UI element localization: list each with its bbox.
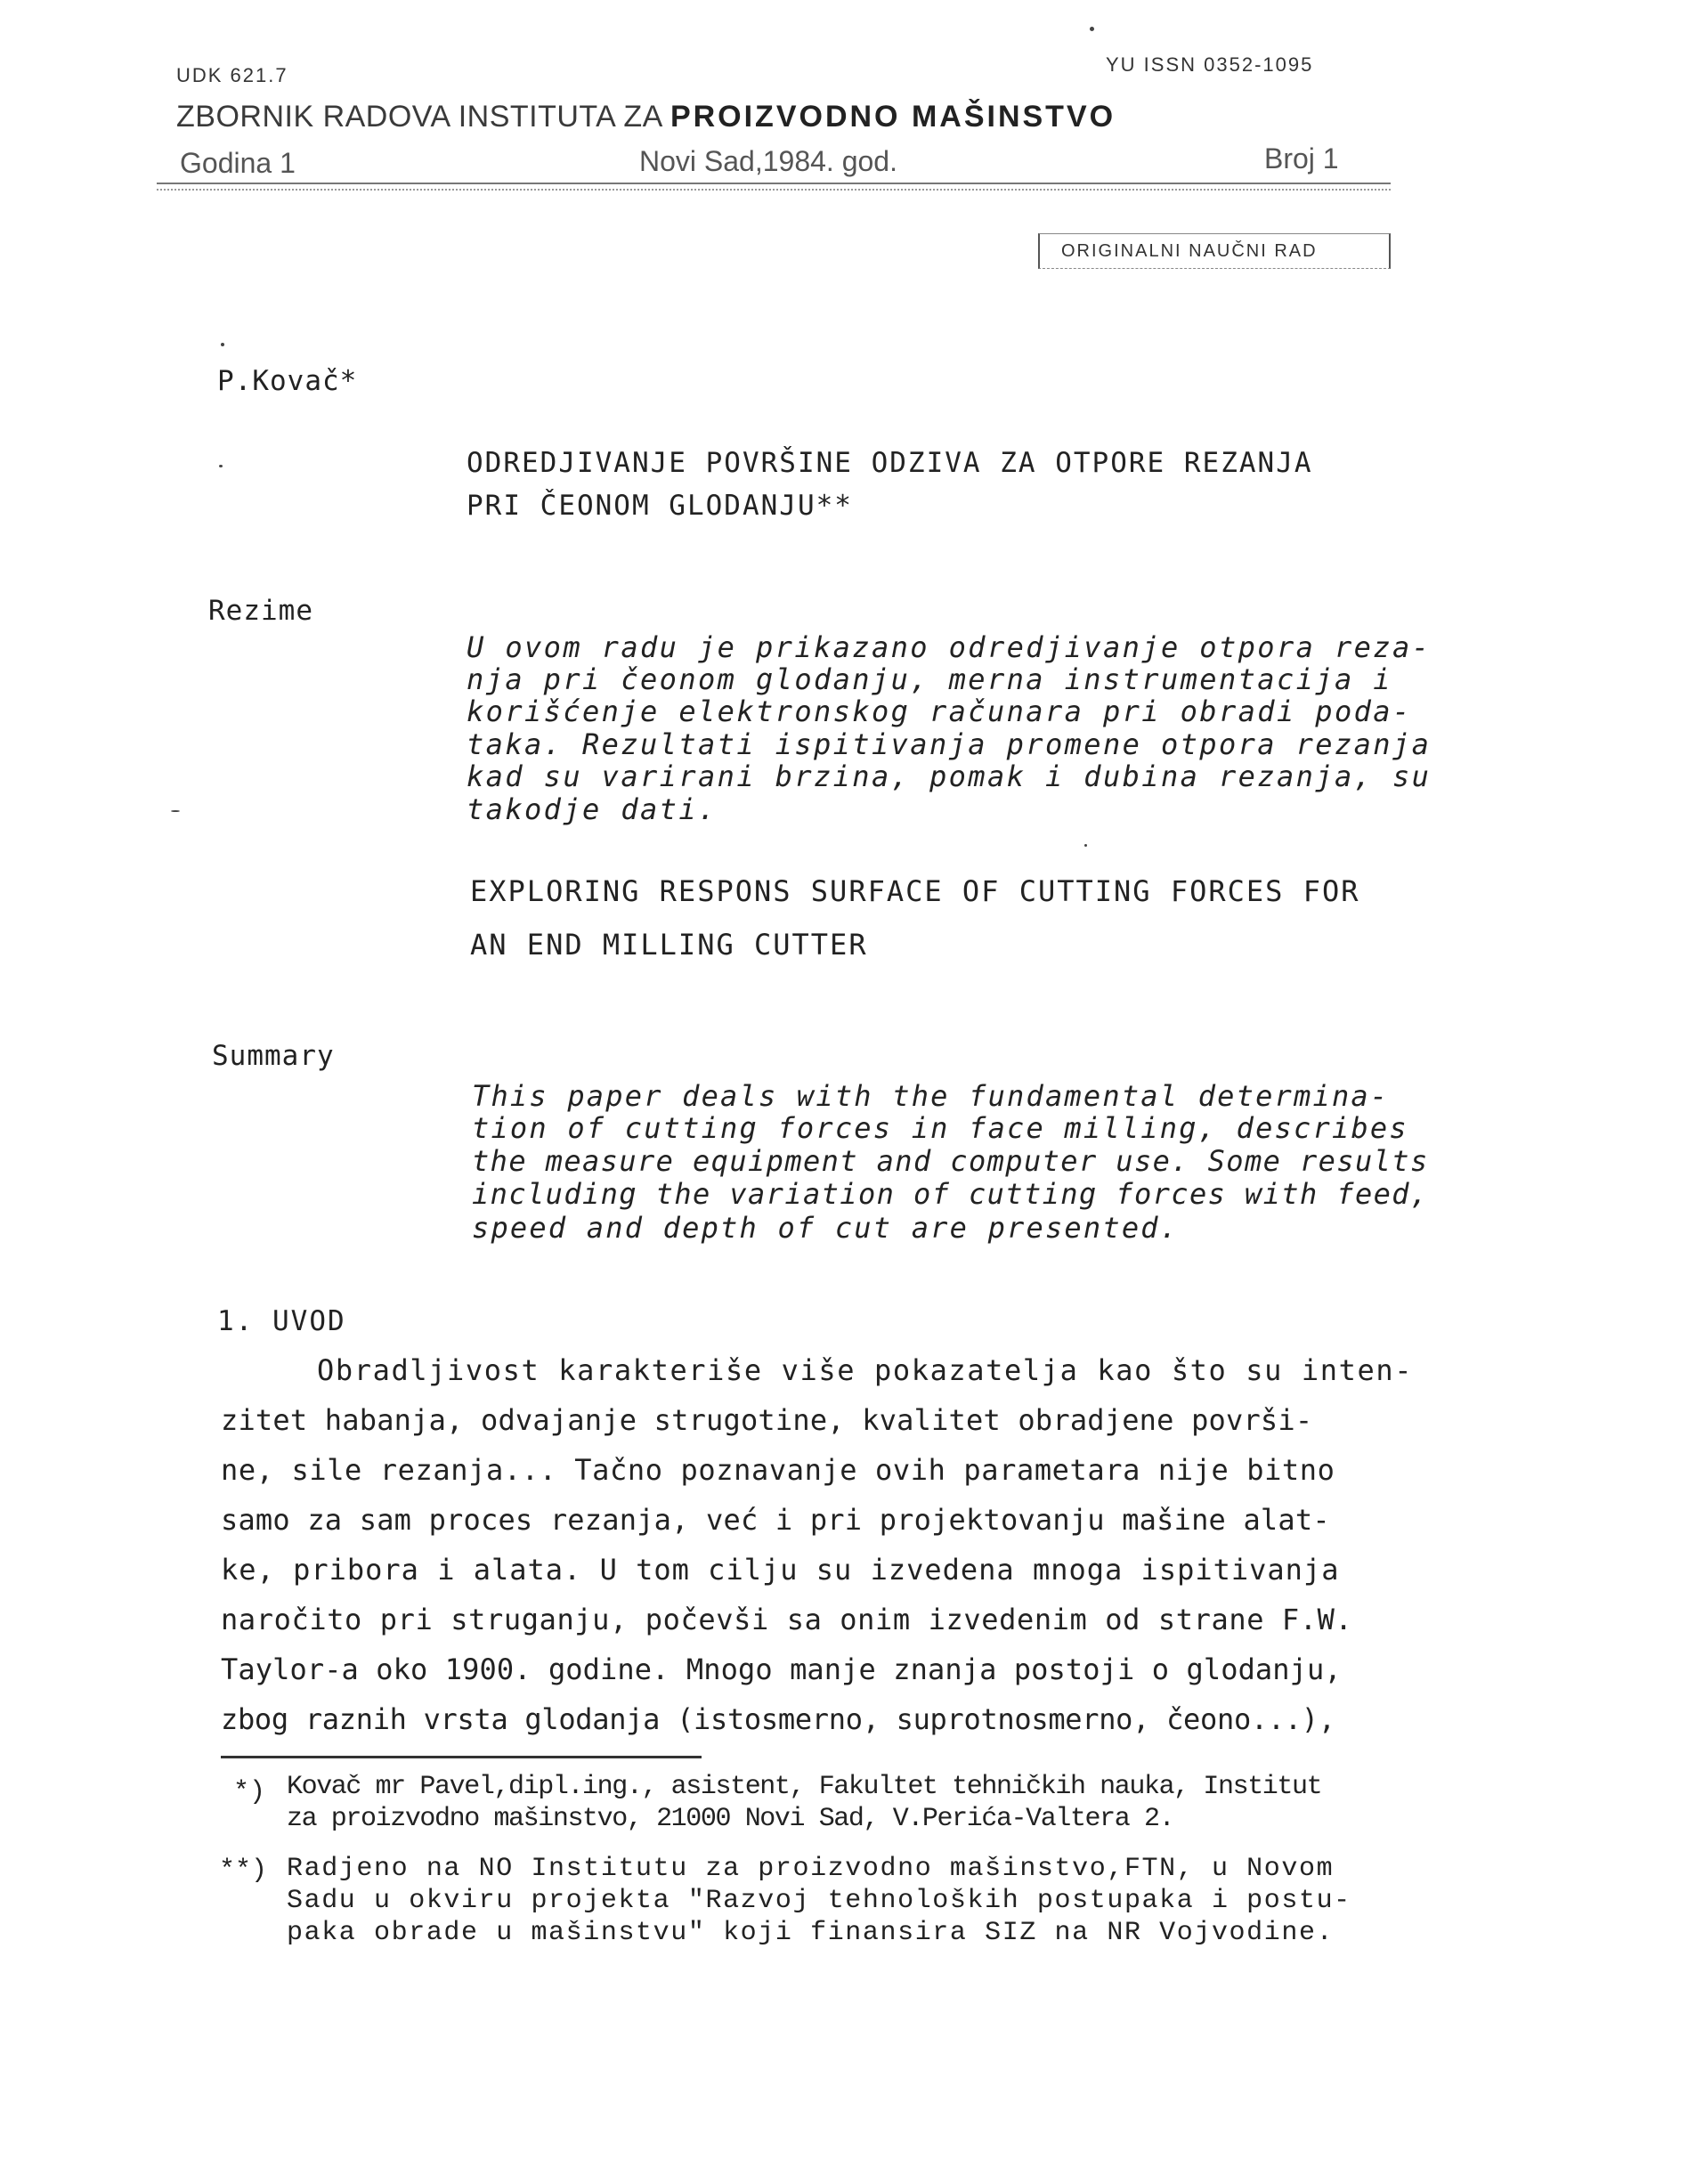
rezime-line: U ovom radu je prikazano odredjivanje otpora reza- [467,630,1432,664]
journal-year: Godina 1 [180,147,296,179]
rezime-line: taka. Rezultati ispitivanja promene otpora rezanja [467,727,1432,761]
udk-code: UDK 621.7 [176,64,288,86]
speck [1090,27,1094,31]
journal-title-regular: ZBORNIK RADOVA INSTITUTA ZA [176,100,661,134]
body-line: naročito pri struganju, počevši sa onim izvedenim od strane F.W. [221,1603,1353,1636]
summary-line: This paper deals with the fundamental determina- [472,1079,1390,1113]
summary-line: the measure equipment and computer use. Some results [472,1144,1429,1178]
rezime-line: nja pri čeonom glodanju, merna instrumentacija i [467,662,1392,696]
author: P.Kovač* [217,365,358,397]
article-type-box [1038,233,1391,269]
english-title-line1: EXPLORING RESPONS SURFACE OF CUTTING FORCES FOR [470,874,1360,908]
rezime-line: kad su varirani brzina, pomak i dubina rezanja, su [467,759,1432,793]
footnote-line: za proizvodno mašinstvo, 21000 Novi Sad, V.Perića-Valtera 2. [287,1804,1174,1834]
paper-title-line1: ODREDJIVANJE POVRŠINE ODZIVA ZA OTPORE REZANJA [467,447,1313,479]
footnote-rule [221,1756,702,1758]
journal-title-bold: PROIZVODNO MAŠINSTVO [670,100,1116,134]
footnote-line: Kovač mr Pavel,dipl.ing., asistent, Fakultet tehničkih nauka, Institut [287,1772,1322,1802]
summary-heading: Summary [212,1040,335,1072]
body-line: Taylor-a oko 1900. godine. Mnogo manje znanja postoji o glodanju, [221,1652,1342,1686]
paper-title-line2: PRI ČEONOM GLODANJU** [467,490,853,522]
header-rule-dotted [157,189,1391,191]
rezime-line: korišćenje elektronskog računara pri obradi poda- [467,694,1412,728]
speck [219,465,223,467]
journal-issue: Broj 1 [1264,142,1339,175]
speck [221,343,224,346]
footnote-mark: *) [233,1777,266,1807]
rezime-line: takodje dati. [467,792,718,826]
footnote-line: paka obrade u mašinstvu" koji finansira SIZ na NR Vojvodine. [287,1918,1335,1948]
issn: YU ISSN 0352-1095 [1106,53,1314,76]
speck [171,810,180,812]
body-line: ke, pribora i alata. U tom cilju su izvedena mnoga ispitivanja [221,1553,1340,1587]
summary-line: speed and depth of cut are presented. [472,1211,1180,1245]
summary-line: including the variation of cutting forces with feed, [472,1177,1429,1211]
body-line: ne, sile rezanja... Tačno poznavanje ovih parametara nije bitno [221,1453,1335,1487]
header-rule [157,183,1391,184]
journal-place-date: Novi Sad,1984. god. [639,145,897,177]
footnote-line: Radjeno na NO Institutu za proizvodno mašinstvo,FTN, u Novom [287,1854,1335,1884]
summary-line: tion of cutting forces in face milling, describes [472,1111,1408,1145]
body-line: samo za sam proces rezanja, već i pri projektovanju mašine alat- [221,1503,1330,1537]
section-heading: 1. UVOD [217,1305,346,1337]
footnote-line: Sadu u okviru projekta "Razvoj tehnoloških postupaka i postu- [287,1886,1351,1916]
body-line: zitet habanja, odvajanje strugotine, kvalitet obradjene površi- [221,1403,1313,1437]
english-title-line2: AN END MILLING CUTTER [470,928,868,962]
speck [1084,844,1087,847]
rezime-heading: Rezime [208,595,313,627]
article-type-label: ORIGINALNI NAUČNI RAD [1061,241,1318,261]
journal-title [176,100,1116,134]
body-line: zbog raznih vrsta glodanja (istosmerno, suprotnosmerno, čeono...), [221,1702,1335,1736]
body-line: Obradljivost karakteriše više pokazatelja kao što su inten- [317,1353,1414,1387]
footnote-mark: **) [219,1855,268,1886]
